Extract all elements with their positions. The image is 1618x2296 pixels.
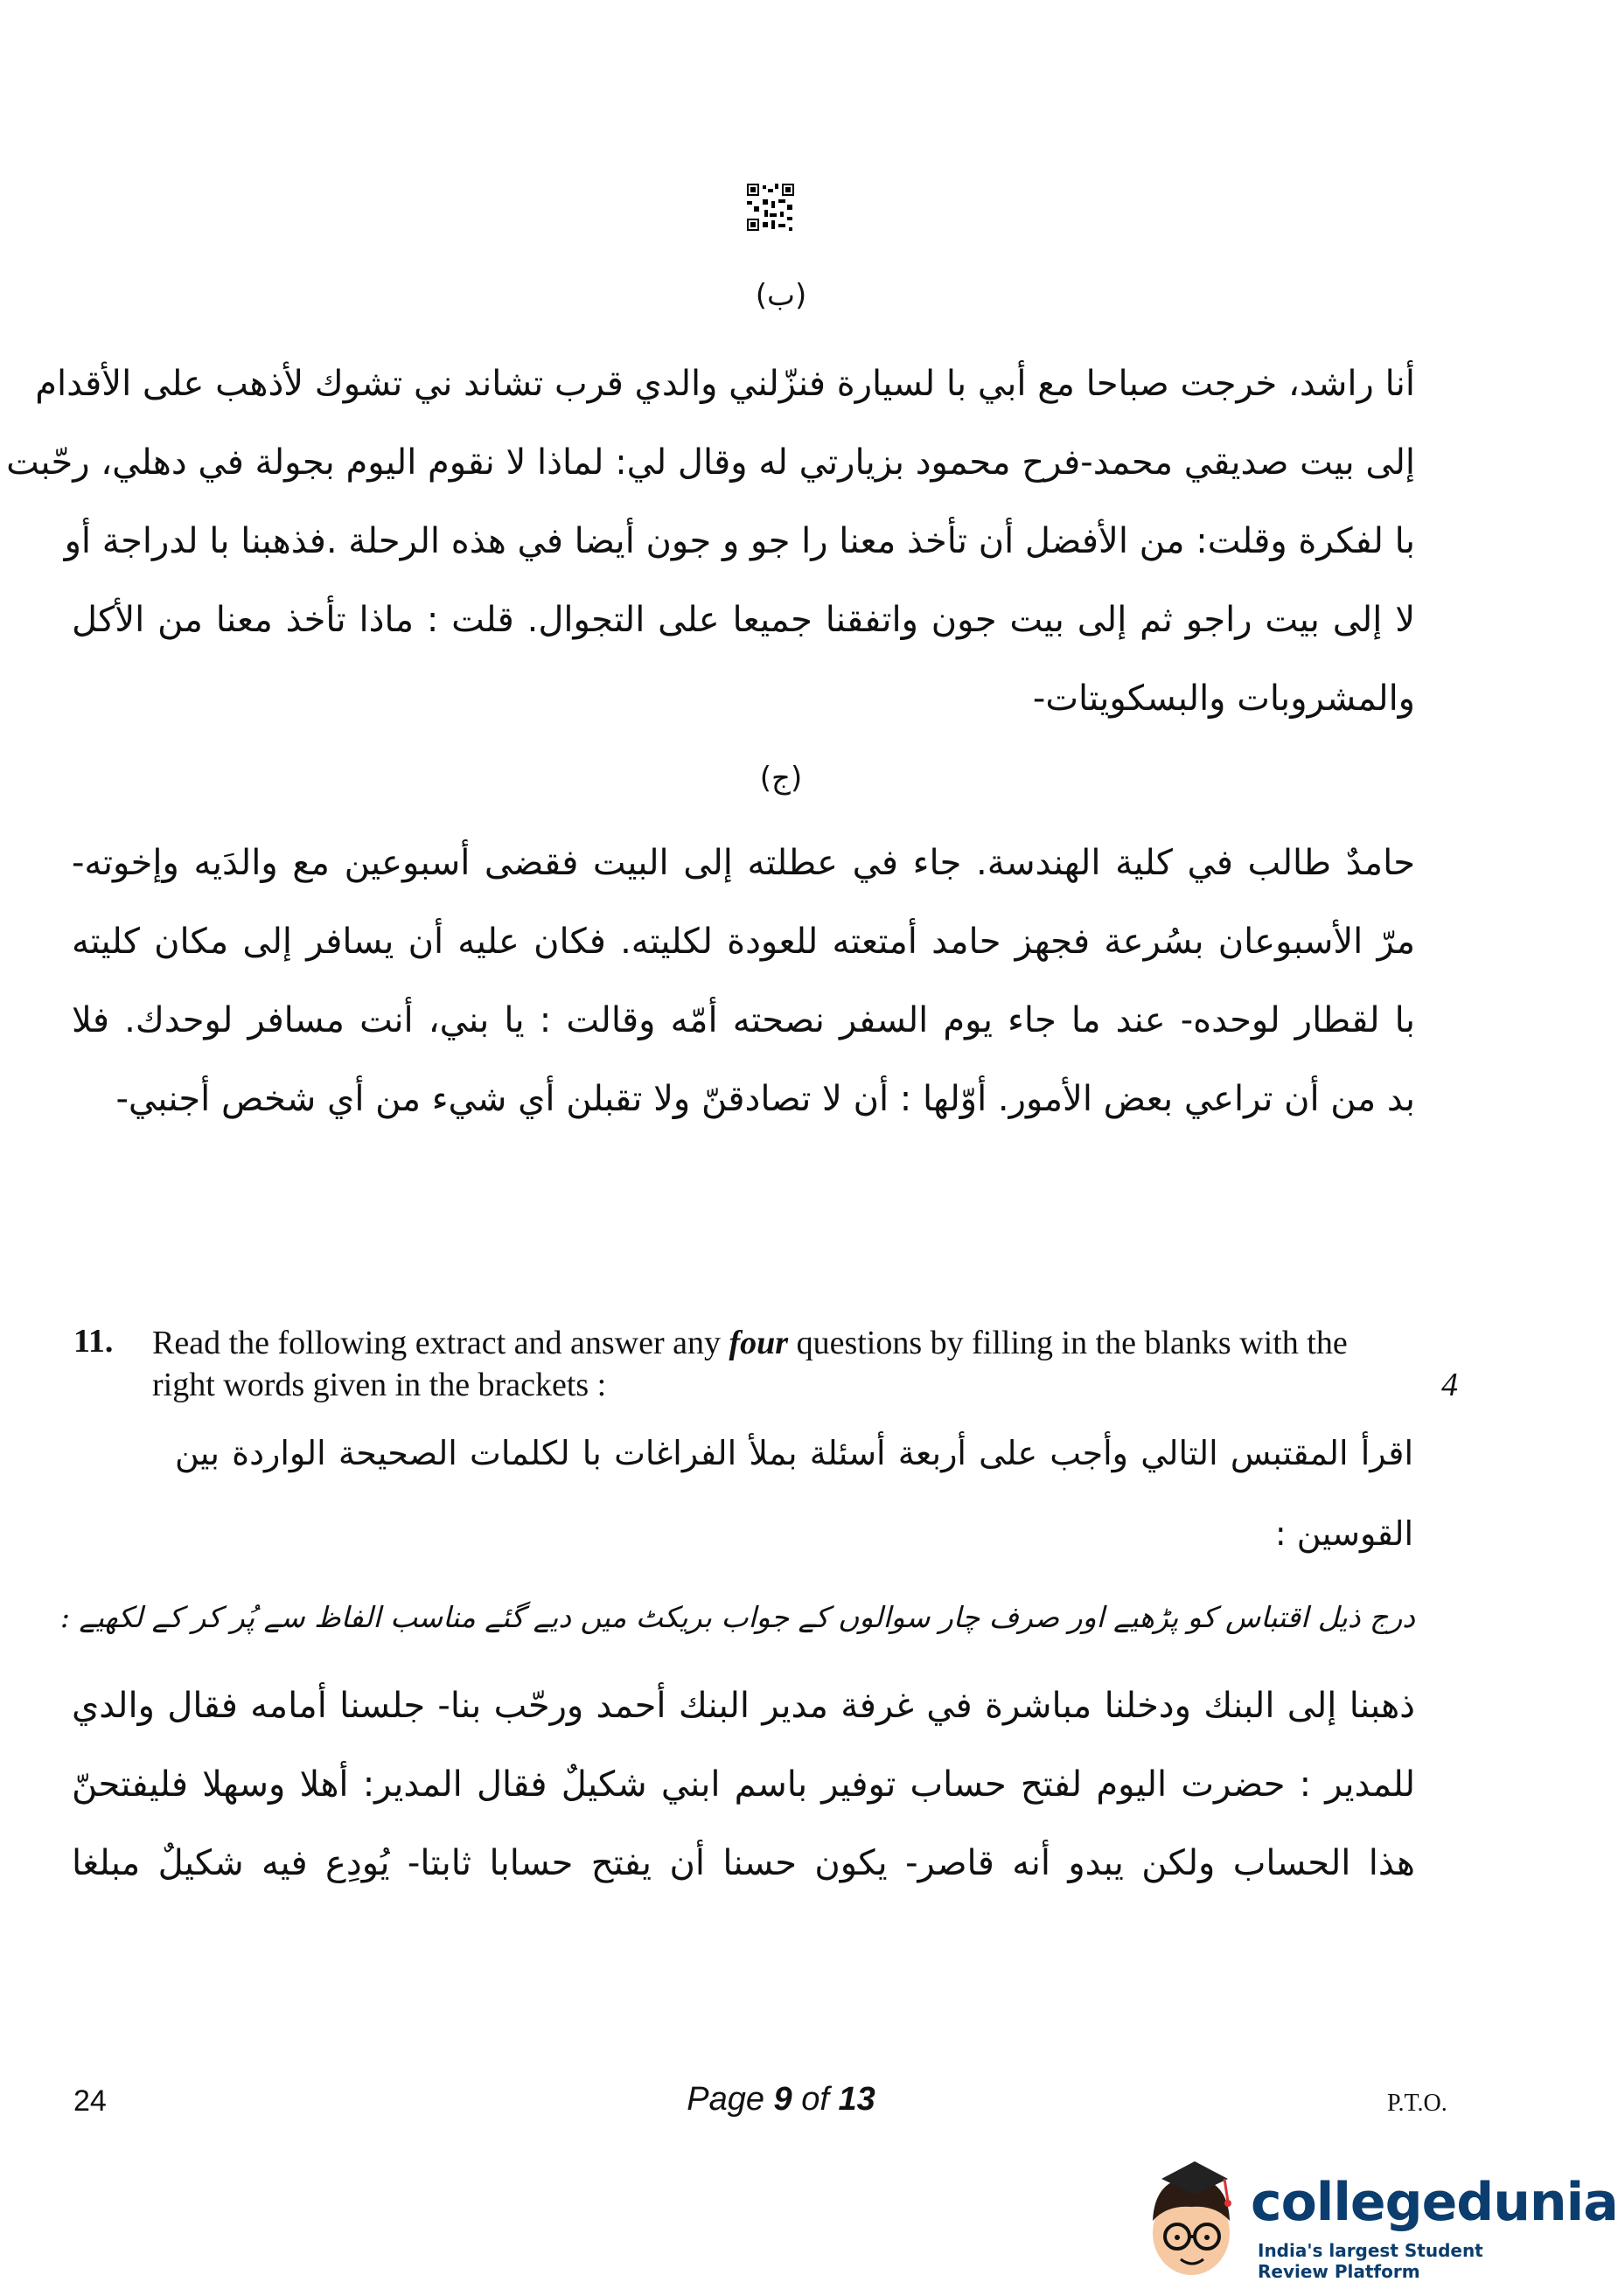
paragraph-line: با لقطار لوحده- عند ما جاء يوم السفر نصحته أمّه وقالت : يا بني، أنت مسافر لوحدك. فلا [72, 1000, 1415, 1040]
pto-label: P.T.O. [1387, 2090, 1447, 2117]
paragraph-line: لا إلى بيت راجو ثم إلى بيت جون واتفقنا جميعا على التجوال. قلت : ماذا تأخذ معنا من الأكل [72, 600, 1415, 640]
student-mascot-icon [1137, 2153, 1251, 2284]
page-indicator: Page 9 of 13 [687, 2081, 875, 2118]
extract-paragraph [72, 1666, 1415, 1903]
paragraph-line: با لفكرة وقلت: من الأفضل أن تأخذ معنا را جو و جون أيضا في هذه الرحلة .فذهبنا با لدراجة أو [64, 521, 1415, 561]
question-number: 11. [73, 1323, 114, 1360]
urdu-instruction: درج ذیل اقتباس کو پڑھیے اور صرف چار سوالوں کے جواب بریکٹ میں دیے گئے مناسب الفاظ سے پُر کر کے لکھیے : [59, 1600, 1415, 1634]
paragraph-line: ذهبنا إلى البنك ودخلنا مباشرة في غرفة مدير البنك أحمد ورحّب بنا- جلسنا أمامه فقال والدي [72, 1686, 1415, 1726]
paragraph-line: بد من أن تراعي بعض الأمور. أوّلها : أن لا تصادقنّ ولا تقبلن أي شيء من أي شخص أجنبي- [115, 1079, 1415, 1119]
paragraph-line: حامدٌ طالب في كلية الهندسة. جاء في عطلته إلى البيت فقضى أسبوعين مع والدَيه وإخوته- [72, 843, 1415, 883]
page-code: 24 [73, 2084, 107, 2118]
qr-code-icon [745, 182, 796, 233]
paragraph-line: مرّ الأسبوعان بسُرعة فجهز حامد أمتعته للعودة لكليته. فكان عليه أن يسافر إلى مكان كليته [72, 922, 1415, 962]
emphasis-word: four [729, 1325, 789, 1361]
collegedunia-watermark [1137, 2153, 1618, 2284]
arabic-instruction [175, 1413, 1413, 1574]
section-label-j: (ج) [759, 761, 803, 796]
brand-name: collegedunia [1251, 2172, 1618, 2233]
paragraph-line: هذا الحساب ولكن يبدو أنه قاصر- يكون حسنا أن يفتح حسابا ثابتا- يُودِع فيه شكيلٌ مبلغا [72, 1843, 1415, 1883]
section-label-b: (ب) [755, 278, 807, 313]
paragraph-j [72, 824, 1415, 1138]
instruction-line: اقرأ المقتبس التالي وأجب على أربعة أسئلة بملأ الفراغات با لكلمات الصحيحة الواردة بين [175, 1434, 1413, 1472]
paragraph-line: أنا راشد، خرجت صباحا مع أبي با لسيارة فنزّلني والدي قرب تشاند ني تشوك لأذهب على الأقدام [35, 364, 1415, 404]
question-marks: 4 [1441, 1367, 1458, 1403]
brand-tagline: India's largest Student Review Platform [1258, 2240, 1483, 2282]
paragraph-line: للمدير : حضرت اليوم لفتح حساب توفير باسم ابني شكيلٌ فقال المدير: أهلا وسهلا فليفتحنّ [72, 1764, 1415, 1805]
instruction-line: القوسين : [1274, 1514, 1413, 1553]
paragraph-b [6, 344, 1415, 738]
question-instruction: Read the following extract and answer any four questions by filling in the blanks with the right words given in the brackets : [152, 1325, 1348, 1403]
paragraph-line: إلى بيت صديقي محمد-فرح محمود بزيارتي له وقال لي: لماذا لا نقوم اليوم بجولة في دهلي، رحّبت [6, 442, 1415, 483]
paragraph-line: والمشروبات والبسكويتات- [1032, 678, 1415, 719]
